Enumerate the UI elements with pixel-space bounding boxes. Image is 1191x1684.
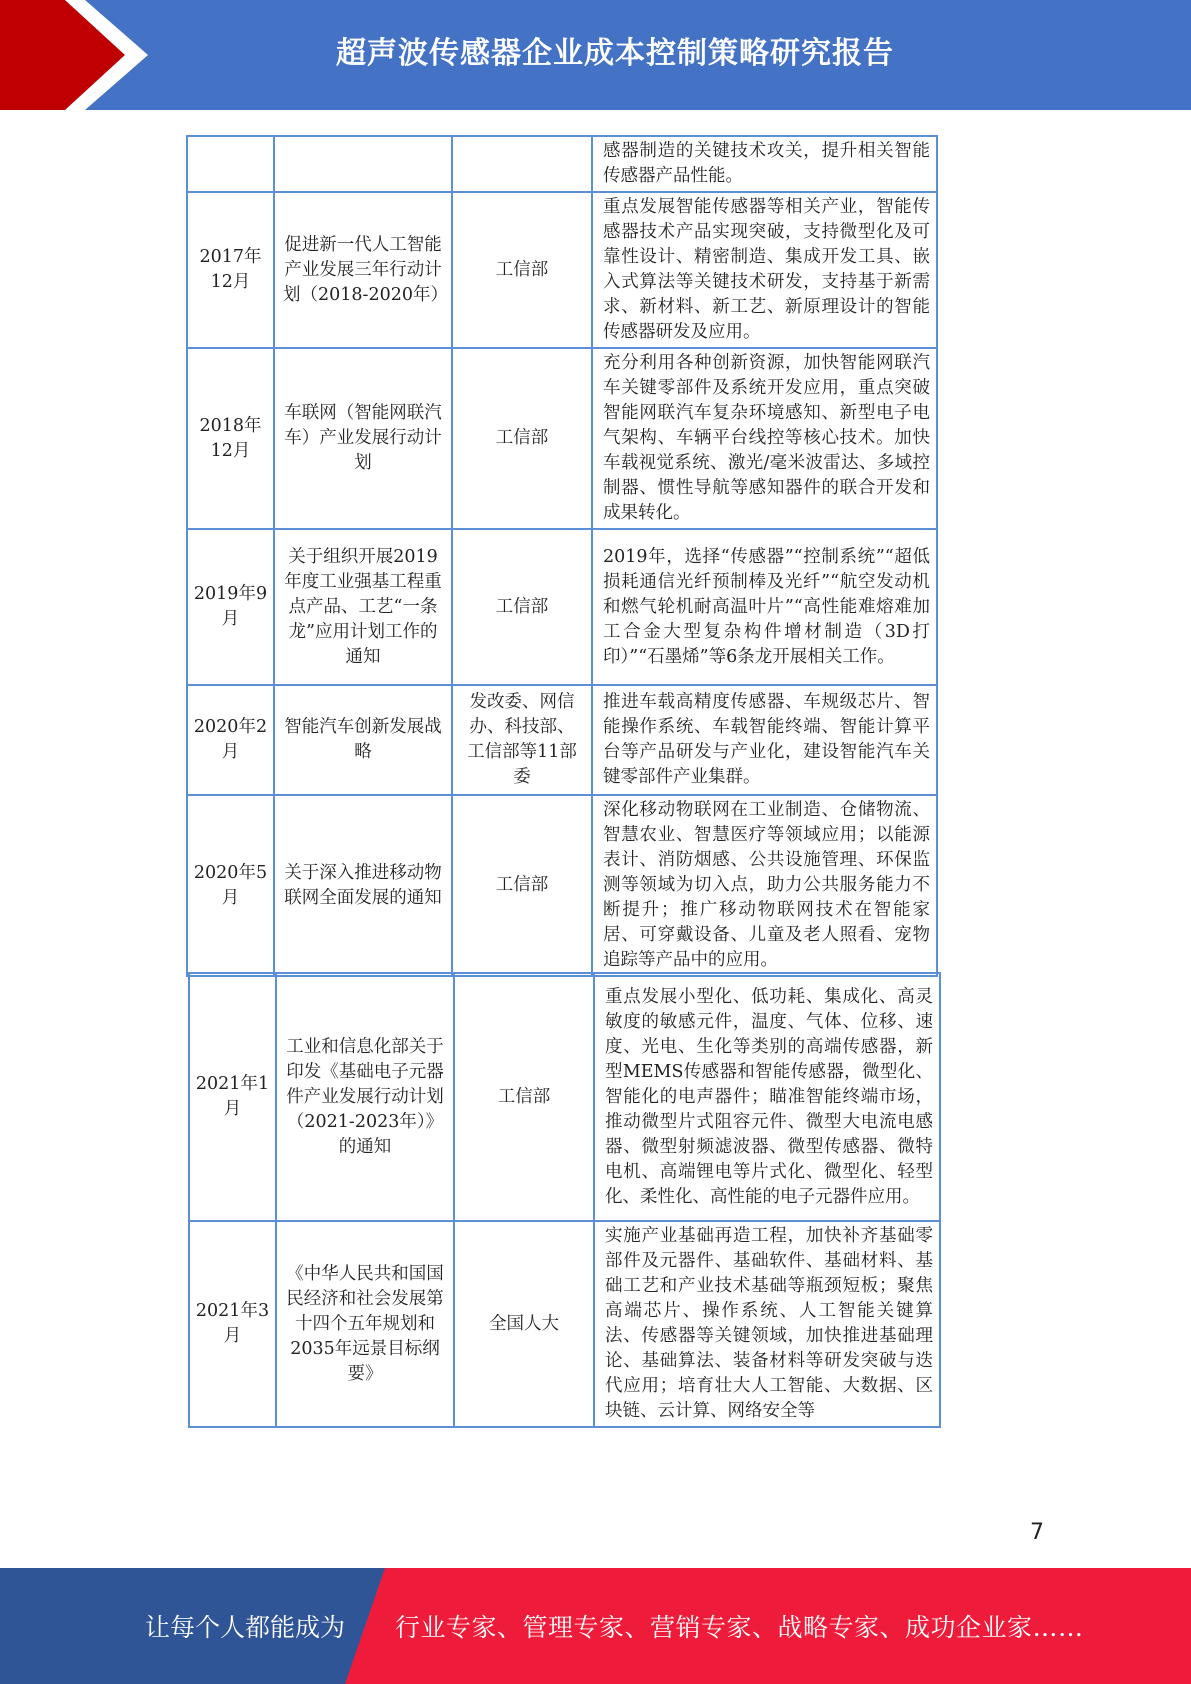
- department-cell: 全国人大: [454, 1221, 594, 1427]
- page-number: 7: [1030, 1520, 1044, 1545]
- page-header: [0, 0, 1191, 110]
- department-cell: 工信部: [454, 973, 594, 1221]
- footer-slogan-right: 行业专家、管理专家、营销专家、战略专家、成功企业家……: [395, 1613, 1084, 1642]
- content-cell: 重点发展小型化、低功耗、集成化、高灵敏度的敏感元件，温度、气体、位移、速度、光电、生化等类别的高端传感器，新型MEMS传感器和智能传感器，微型化、智能化的电声器件；瞄准智能终端市场，推动微型片式阻容元件、微型大电流电感器、微型射频滤波器、微型传感器、微特电机、高端锂电等片式化、微型化、轻型化、柔性化、高性能的电子元器件应用。: [594, 973, 940, 1221]
- policy-name-cell: 智能汽车创新发展战略: [274, 685, 452, 795]
- page-footer: [0, 1568, 1191, 1684]
- table-row: [187, 136, 937, 192]
- policy-table-2: [188, 972, 941, 1428]
- content-cell: 2019年，选择“传感器”“控制系统”“超低损耗通信光纤预制棒及光纤”“航空发动机和燃气轮机耐高温叶片”“高性能难熔难加工合金大型复杂构件增材制造（3D打印）”“石墨烯”等6条龙开展相关工作。: [592, 529, 937, 685]
- date-cell: 2021年1月: [189, 973, 276, 1221]
- date-cell: [187, 136, 274, 192]
- department-cell: 发改委、网信办、科技部、工信部等11部委: [452, 685, 592, 795]
- department-cell: [452, 136, 592, 192]
- table-row: [187, 192, 937, 348]
- content-cell: 重点发展智能传感器等相关产业，智能传感器技术产品实现突破，支持微型化及可靠性设计、精密制造、集成开发工具、嵌入式算法等关键技术研发，支持基于新需求、新材料、新工艺、新原理设计的智能传感器研发及应用。: [592, 192, 937, 348]
- content-cell: 感器制造的关键技术攻关，提升相关智能传感器产品性能。: [592, 136, 937, 192]
- content-cell: 推进车载高精度传感器、车规级芯片、智能操作系统、车载智能终端、智能计算平台等产品研发与产业化，建设智能汽车关键零部件产业集群。: [592, 685, 937, 795]
- table-row: [189, 1221, 940, 1427]
- department-cell: 工信部: [452, 795, 592, 976]
- policy-name-cell: [274, 136, 452, 192]
- policy-name-cell: 工业和信息化部关于印发《基础电子元器件产业发展行动计划（2021-2023年）》的通知: [276, 973, 454, 1221]
- footer-slogan-left: 让每个人都能成为: [144, 1613, 345, 1642]
- policy-name-cell: 《中华人民共和国国民经济和社会发展第十四个五年规划和2035年远景目标纲要》: [276, 1221, 454, 1427]
- department-cell: 工信部: [452, 529, 592, 685]
- date-cell: 2020年5月: [187, 795, 274, 976]
- date-cell: 2021年3月: [189, 1221, 276, 1427]
- department-cell: 工信部: [452, 348, 592, 529]
- department-cell: 工信部: [452, 192, 592, 348]
- content-cell: 实施产业基础再造工程，加快补齐基础零部件及元器件、基础软件、基础材料、基础工艺和产业技术基础等瓶颈短板；聚焦高端芯片、操作系统、人工智能关键算法、传感器等关键领域，加快推进基础理论、基础算法、装备材料等研发突破与迭代应用；培育壮大人工智能、大数据、区块链、云计算、网络安全等: [594, 1221, 940, 1427]
- date-cell: 2019年9月: [187, 529, 274, 685]
- table-row: [187, 795, 937, 976]
- date-cell: 2020年2月: [187, 685, 274, 795]
- policy-table-1: [186, 135, 938, 977]
- document-title: 超声波传感器企业成本控制策略研究报告: [336, 36, 894, 71]
- table-row: [187, 685, 937, 795]
- table-row: [189, 973, 940, 1221]
- content-cell: 充分利用各种创新资源，加快智能网联汽车关键零部件及系统开发应用，重点突破智能网联汽车复杂环境感知、新型电子电气架构、车辆平台线控等核心技术。加快车载视觉系统、激光/毫米波雷达、多域控制器、惯性导航等感知器件的联合开发和成果转化。: [592, 348, 937, 529]
- policy-name-cell: 车联网（智能网联汽车）产业发展行动计划: [274, 348, 452, 529]
- table-row: [187, 529, 937, 685]
- policy-name-cell: 关于深入推进移动物联网全面发展的通知: [274, 795, 452, 976]
- content-cell: 深化移动物联网在工业制造、仓储物流、智慧农业、智慧医疗等领域应用；以能源表计、消防烟感、公共设施管理、环保监测等领域为切入点，助力公共服务能力不断提升；推广移动物联网技术在智能家居、可穿戴设备、儿童及老人照看、宠物追踪等产品中的应用。: [592, 795, 937, 976]
- table-row: [187, 348, 937, 529]
- policy-name-cell: 关于组织开展2019年度工业强基工程重点产品、工艺“一条龙”应用计划工作的通知: [274, 529, 452, 685]
- date-cell: 2017年12月: [187, 192, 274, 348]
- date-cell: 2018年12月: [187, 348, 274, 529]
- policy-name-cell: 促进新一代人工智能产业发展三年行动计划（2018-2020年）: [274, 192, 452, 348]
